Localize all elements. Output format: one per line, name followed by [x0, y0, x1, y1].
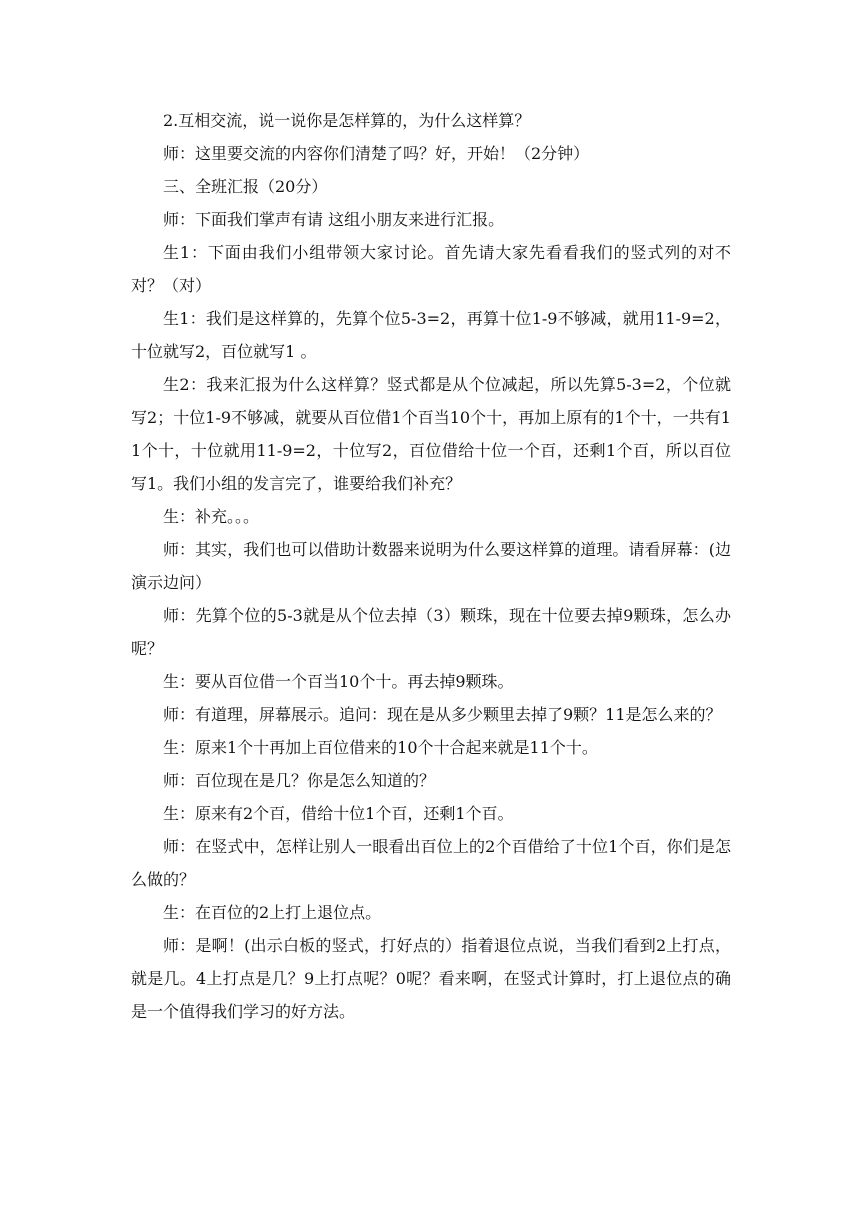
section-heading-report: 三、全班汇报（20分）: [163, 177, 328, 196]
paragraph-teacher-start: 师：这里要交流的内容你们清楚了吗？好，开始！（2分钟）: [163, 144, 590, 163]
paragraph-teacher-counter: 师：其实，我们也可以借助计数器来说明为什么要这样算的道理。请看屏幕：(边演示边问）: [131, 540, 731, 592]
paragraph-teacher-summary: 师：是啊！(出示白板的竖式，打好点的）指着退位点说，当我们看到2上打点，就是几。4上打点是几？9上打点呢？0呢？看来啊，在竖式计算时，打上退位点的确是一个值得我们学习的好方法。: [131, 936, 731, 1021]
paragraph-student-hundreds: 生：原来有2个百，借给十位1个百，还剩1个百。: [163, 804, 514, 823]
paragraph-student-borrow: 生：要从百位借一个百当10个十。再去掉9颗珠。: [163, 672, 514, 691]
paragraph-student-dot: 生：在百位的2上打上退位点。: [163, 903, 382, 922]
paragraph-student2-explain: 生2：我来汇报为什么这样算？竖式都是从个位减起，所以先算5-3=2，个位就写2；十位1-9不够减，就要从百位借1个百当10个十，再加上原有的1个十，一共有11个十，十位就用11-9=2，十位写2，百位借给十位一个百，还剩1个百，所以百位写1。我们小组的发言完了，谁要给我们补充？: [131, 375, 731, 493]
document-page: [131, 104, 731, 1028]
paragraph-step-2: 2.互相交流，说一说你是怎样算的，为什么这样算？: [163, 111, 531, 130]
paragraph-student-supplement: 生：补充。。。: [163, 507, 260, 526]
paragraph-student1-method: 生1：我们是这样算的，先算个位5-3=2，再算十位1-9不够减，就用11-9=2，十位就写2，百位就写1 。: [131, 309, 731, 361]
paragraph-teacher-vertical: 师：在竖式中，怎样让别人一眼看出百位上的2个百借给了十位1个百，你们是怎么做的？: [131, 837, 731, 889]
paragraph-teacher-followup: 师：有道理，屏幕展示。追问：现在是从多少颗里去掉了9颗？11是怎么来的？: [163, 705, 722, 724]
paragraph-student-eleven: 生：原来1个十再加上百位借来的10个十合起来就是11个十。: [163, 738, 598, 757]
paragraph-student1-intro: 生1：下面由我们小组带领大家讨论。首先请大家先看看我们的竖式列的对不对？（对）: [131, 243, 731, 295]
paragraph-teacher-hundreds: 师：百位现在是几？你是怎么知道的？: [163, 771, 436, 790]
paragraph-teacher-invite: 师：下面我们掌声有请 这组小朋友来进行汇报。: [163, 210, 505, 229]
paragraph-teacher-question: 师：先算个位的5-3就是从个位去掉（3）颗珠，现在十位要去掉9颗珠，怎么办呢？: [131, 606, 731, 658]
